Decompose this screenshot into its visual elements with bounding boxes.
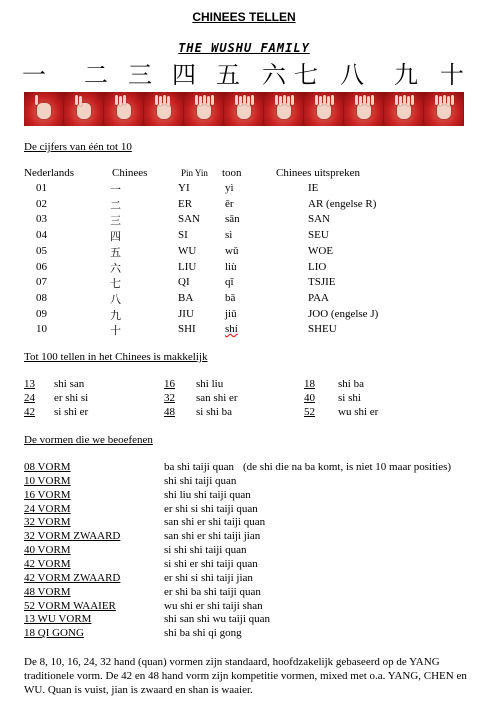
page-title: CHINEES TELLEN xyxy=(192,10,296,24)
form-name: 16 VORM xyxy=(24,489,71,501)
count-chinese: shi liu xyxy=(196,378,224,390)
row-tone: bā xyxy=(225,292,236,304)
count-number: 16 xyxy=(164,378,175,390)
row-tone: yì xyxy=(225,182,234,194)
section-heading-counting: Tot 100 tellen in het Chinees is makkelijk xyxy=(24,351,208,363)
form-description: er shi si shi taiji quan xyxy=(164,503,258,515)
form-description: san shi er shi taiji jian xyxy=(164,530,261,542)
row-pinyin: WU xyxy=(178,245,197,257)
row-chinese-char: 四 xyxy=(110,230,121,243)
row-dutch-number: 05 xyxy=(36,245,47,257)
count-chinese: er shi si xyxy=(54,392,89,404)
row-pinyin: SI xyxy=(178,229,188,241)
count-number: 32 xyxy=(164,392,175,404)
row-pinyin: ER xyxy=(178,198,193,210)
numeral-10: 十 xyxy=(440,61,464,89)
form-name: 18 QI GONG xyxy=(24,627,84,639)
form-name: 52 VORM WAAIER xyxy=(24,600,116,612)
count-number: 40 xyxy=(304,392,315,404)
row-chinese-char: 八 xyxy=(110,293,121,306)
row-tone: sān xyxy=(225,213,240,225)
chinese-numerals-row xyxy=(0,60,488,90)
count-chinese: san shi er xyxy=(196,392,238,404)
form-description: shi shi taiji quan xyxy=(164,475,237,487)
row-dutch-number: 03 xyxy=(36,213,47,225)
hand-sign-9-icon xyxy=(344,92,384,126)
row-dutch-number: 04 xyxy=(36,229,47,241)
closing-paragraph: De 8, 10, 16, 24, 32 hand (quan) vormen zijn standaard, hoofdzakelijk gebaseerd op de YANG traditionele vorm. De 42 en 48 hand vorm zijn kompetitie vormen, mixed met o.a. YANG, CHEN en WU. Quan is vuist, jian is zwaard en shan is waaier. xyxy=(24,656,467,696)
form-description: shi ba shi qi gong xyxy=(164,627,242,639)
count-number: 52 xyxy=(304,406,315,418)
row-chinese-char: 三 xyxy=(110,214,121,227)
first-form-note: (de shi die na ba komt, is niet 10 maar posities) xyxy=(243,461,452,473)
form-name: 40 VORM xyxy=(24,544,71,556)
row-pronunciation: SAN xyxy=(308,213,331,225)
form-description: si shi shi taiji quan xyxy=(164,544,247,556)
row-tone: qī xyxy=(225,276,234,288)
row-pinyin: SAN xyxy=(178,213,201,225)
header-pinyin: Pin Yin xyxy=(181,168,208,178)
row-pronunciation: PAA xyxy=(308,292,329,304)
row-chinese-char: 十 xyxy=(110,324,121,337)
count-chinese: shi san xyxy=(54,378,85,390)
count-chinese: si shi ba xyxy=(196,406,233,418)
row-dutch-number: 06 xyxy=(36,261,47,273)
numeral-9: 九 xyxy=(394,61,418,89)
hand-sign-4-icon xyxy=(144,92,184,126)
row-tone: shí xyxy=(225,323,238,335)
row-chinese-char: 五 xyxy=(110,246,121,259)
row-dutch-number: 02 xyxy=(36,198,47,210)
form-name: 42 VORM ZWAARD xyxy=(24,572,121,584)
row-pronunciation: JOO (engelse J) xyxy=(308,308,379,320)
form-description: er shi ba shi taiji quan xyxy=(164,586,261,598)
row-pinyin: YI xyxy=(178,182,190,194)
row-pinyin: QI xyxy=(178,276,190,288)
hand-signs-image-strip xyxy=(24,92,464,126)
header-chinese: Chinees xyxy=(112,167,148,179)
numeral-4: 四 xyxy=(172,61,196,89)
row-chinese-char: 一 xyxy=(110,183,121,196)
page-subtitle: THE WUSHU FAMILY xyxy=(178,41,310,55)
row-pronunciation: AR (engelse R) xyxy=(308,198,377,210)
row-pronunciation: SEU xyxy=(308,229,329,241)
numeral-8: 八 xyxy=(340,61,364,89)
count-number: 48 xyxy=(164,406,175,418)
form-name: 48 VORM xyxy=(24,586,71,598)
row-pronunciation: WOE xyxy=(308,245,334,257)
form-name: 10 VORM xyxy=(24,475,71,487)
numeral-2: 二 xyxy=(84,61,108,89)
row-pinyin: SHI xyxy=(178,323,196,335)
hand-sign-5-icon xyxy=(184,92,224,126)
row-pronunciation: IE xyxy=(308,182,319,194)
form-description: er shi si shi taiji jian xyxy=(164,572,253,584)
numeral-3: 三 xyxy=(128,61,152,89)
section-heading-forms: De vormen die we beoefenen xyxy=(24,434,153,446)
count-number: 13 xyxy=(24,378,35,390)
form-name: 32 VORM ZWAARD xyxy=(24,530,121,542)
row-tone: jiǔ xyxy=(225,308,237,320)
row-pronunciation: TSJIE xyxy=(308,276,336,288)
count-number: 24 xyxy=(24,392,35,404)
row-tone: ēr xyxy=(225,198,234,210)
form-description: shi san shi wu taiji quan xyxy=(164,613,271,625)
form-description: shi liu shi taiji quan xyxy=(164,489,251,501)
form-name: 13 WU VORM xyxy=(24,613,92,625)
form-description: wu shi er shi taiji shan xyxy=(164,600,263,612)
row-chinese-char: 六 xyxy=(110,262,121,275)
form-name: 42 VORM xyxy=(24,558,71,570)
row-dutch-number: 09 xyxy=(36,308,47,320)
numeral-1: 一 xyxy=(22,61,46,89)
row-tone: sì xyxy=(225,229,233,241)
count-number: 42 xyxy=(24,406,35,418)
row-dutch-number: 08 xyxy=(36,292,47,304)
header-dutch: Nederlands xyxy=(24,167,75,179)
row-pronunciation: SHEU xyxy=(308,323,337,335)
row-tone: liù xyxy=(225,261,237,273)
form-name: 08 VORM xyxy=(24,461,71,473)
hand-sign-1-icon xyxy=(24,92,64,126)
row-pinyin: LIU xyxy=(178,261,197,273)
header-pronunciation: Chinees uitspreken xyxy=(276,167,361,179)
hand-sign-10-icon xyxy=(384,92,424,126)
hand-sign-7-icon xyxy=(264,92,304,126)
form-name: 32 VORM xyxy=(24,516,71,528)
row-pinyin: JIU xyxy=(178,308,194,320)
count-chinese: si shi er xyxy=(54,406,89,418)
hand-sign-6-icon xyxy=(224,92,264,126)
row-chinese-char: 二 xyxy=(110,199,121,212)
header-tone: toon xyxy=(222,167,242,179)
hand-sign-11-icon xyxy=(424,92,464,126)
row-dutch-number: 01 xyxy=(36,182,47,194)
row-pinyin: BA xyxy=(178,292,194,304)
row-chinese-char: 九 xyxy=(110,309,121,322)
form-description: san shi er shi taiji quan xyxy=(164,516,266,528)
form-description: si shi er shi taiji quan xyxy=(164,558,258,570)
row-chinese-char: 七 xyxy=(110,277,121,290)
hand-sign-3-icon xyxy=(104,92,144,126)
numeral-5: 五 xyxy=(216,61,240,89)
row-pronunciation: LIO xyxy=(308,261,327,273)
numeral-6: 六 xyxy=(262,61,286,89)
count-chinese: si shi xyxy=(338,392,361,404)
row-tone: wǔ xyxy=(225,245,239,257)
row-dutch-number: 07 xyxy=(36,276,47,288)
numeral-7: 七 xyxy=(294,61,318,89)
count-number: 18 xyxy=(304,378,315,390)
count-chinese: wu shi er xyxy=(338,406,379,418)
hand-sign-8-icon xyxy=(304,92,344,126)
section-heading-digits: De cijfers van één tot 10 xyxy=(24,141,132,153)
row-dutch-number: 10 xyxy=(36,323,47,335)
hand-sign-2-icon xyxy=(64,92,104,126)
form-name: 24 VORM xyxy=(24,503,71,515)
form-description: ba shi taiji quan xyxy=(164,461,234,473)
count-chinese: shi ba xyxy=(338,378,364,390)
